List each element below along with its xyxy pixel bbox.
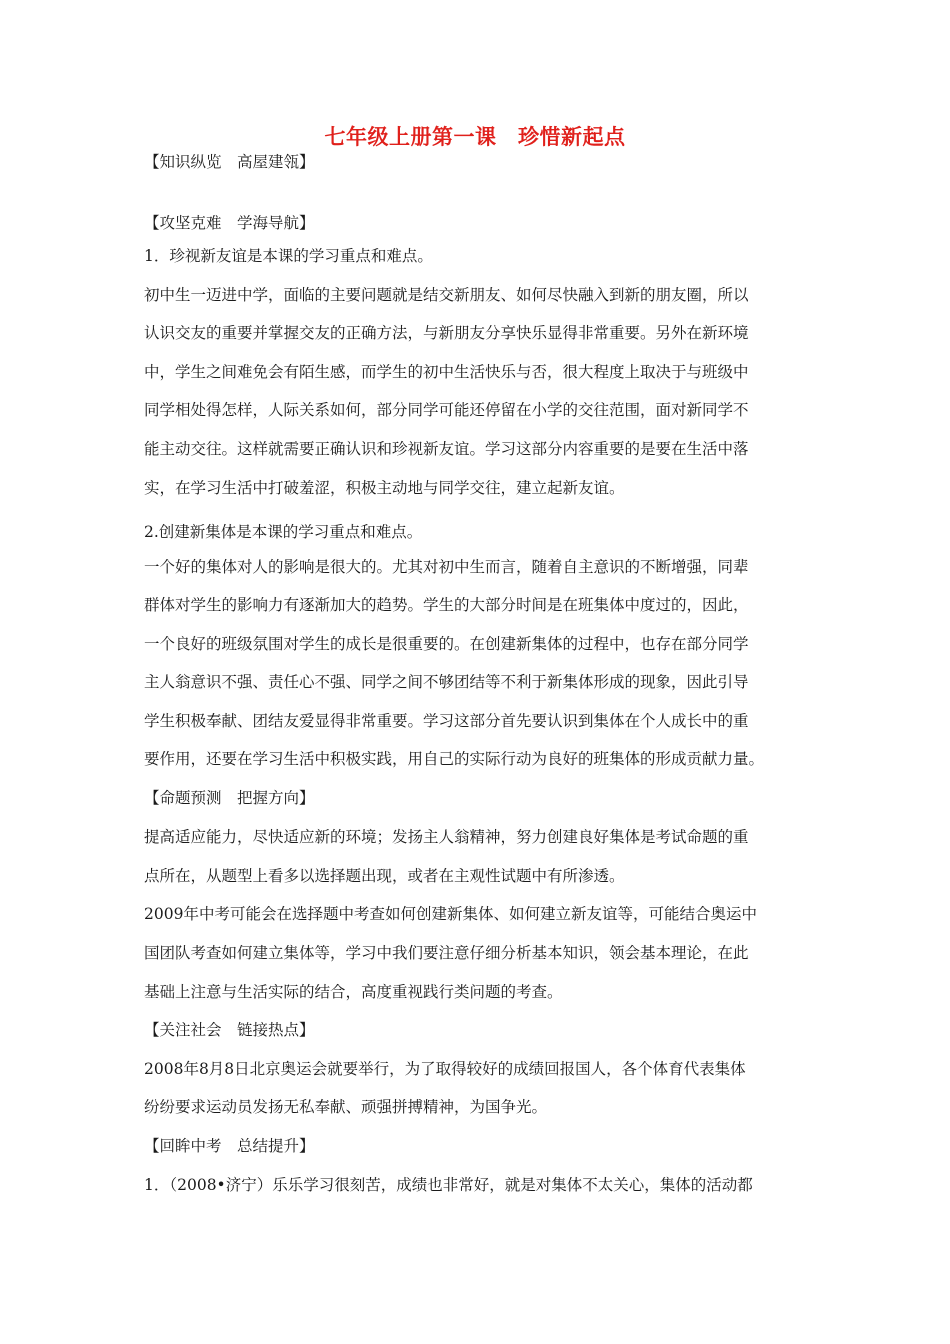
paragraph-line: 能主动交往。这样就需要正确认识和珍视新友谊。学习这部分内容重要的是要在生活中落 <box>144 440 749 458</box>
paragraph-line: 认识交友的重要并掌握交友的正确方法，与新朋友分享快乐显得非常重要。另外在新环境 <box>144 324 749 342</box>
paragraph-line: 基础上注意与生活实际的结合，高度重视践行类问题的考查。 <box>144 983 563 1001</box>
paragraph-line: 一个好的集体对人的影响是很大的。尤其对初中生而言，随着自主意识的不断增强，同辈 <box>144 558 749 576</box>
paragraph-line: 群体对学生的影响力有逐渐加大的趋势。学生的大部分时间是在班集体中度过的，因此， <box>144 596 749 614</box>
page-title: 七年级上册第一课 珍惜新起点 <box>324 124 626 149</box>
paragraph-line: 2008年8月8日北京奥运会就要举行，为了取得较好的成绩回报国人，各个体育代表集体 <box>144 1060 746 1078</box>
paragraph-line: 初中生一迈进中学，面临的主要问题就是结交新朋友、如何尽快融入到新的朋友圈，所以 <box>144 286 749 304</box>
paragraph-line: 点所在，从题型上看多以选择题出现，或者在主观性试题中有所渗透。 <box>144 867 625 885</box>
point-heading: 2.创建新集体是本课的学习重点和难点。 <box>144 523 423 541</box>
section-heading: 【知识纵览 高屋建瓴】 <box>144 153 315 171</box>
question-line: 1．（2008•济宁）乐乐学习很刻苦，成绩也非常好，就是对集体不太关心，集体的活动都 <box>144 1176 753 1194</box>
paragraph-line: 要作用，还要在学习生活中积极实践，用自己的实际行动为良好的班集体的形成贡献力量。 <box>144 750 765 768</box>
paragraph-line: 纷纷要求运动员发扬无私奉献、顽强拼搏精神，为国争光。 <box>144 1098 548 1116</box>
paragraph-line: 学生积极奉献、团结友爱显得非常重要。学习这部分首先要认识到集体在个人成长中的重 <box>144 712 749 730</box>
paragraph-line: 同学相处得怎样，人际关系如何，部分同学可能还停留在小学的交往范围，面对新同学不 <box>144 401 749 419</box>
paragraph-line: 国团队考查如何建立集体等，学习中我们要注意仔细分析基本知识，领会基本理论，在此 <box>144 944 749 962</box>
paragraph-line: 主人翁意识不强、责任心不强、同学之间不够团结等不利于新集体形成的现象，因此引导 <box>144 673 749 691</box>
section-heading: 【回眸中考 总结提升】 <box>144 1137 315 1155</box>
paragraph-line: 提高适应能力，尽快适应新的环境；发扬主人翁精神，努力创建良好集体是考试命题的重 <box>144 828 749 846</box>
paragraph-line: 实，在学习生活中打破羞涩，积极主动地与同学交往，建立起新友谊。 <box>144 479 625 497</box>
point-heading: 1．珍视新友谊是本课的学习重点和难点。 <box>144 247 433 265</box>
paragraph-line: 中，学生之间难免会有陌生感，而学生的初中生活快乐与否，很大程度上取决于与班级中 <box>144 363 749 381</box>
paragraph-line: 2009年中考可能会在选择题中考查如何创建新集体、如何建立新友谊等，可能结合奥运中 <box>144 905 757 923</box>
section-heading: 【关注社会 链接热点】 <box>144 1021 315 1039</box>
paragraph-line: 一个良好的班级氛围对学生的成长是很重要的。在创建新集体的过程中，也存在部分同学 <box>144 635 749 653</box>
section-heading: 【命题预测 把握方向】 <box>144 789 315 807</box>
section-heading: 【攻坚克难 学海导航】 <box>144 214 315 232</box>
